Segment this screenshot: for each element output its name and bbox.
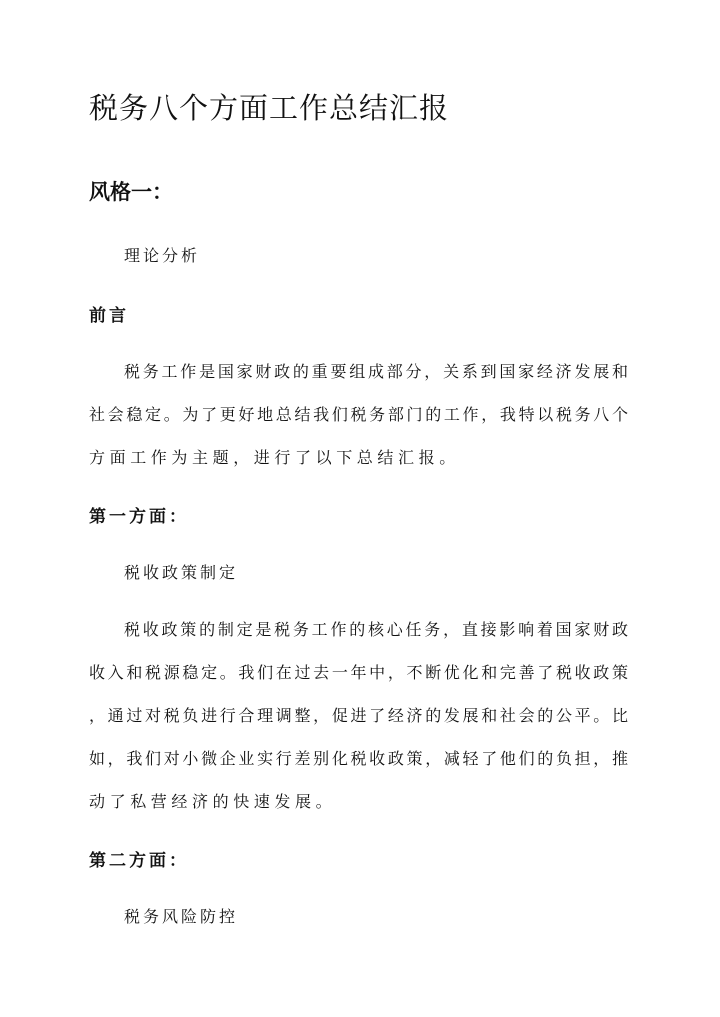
subheading-risk-control: 税务风险防控 (124, 907, 239, 926)
document-title: 税务八个方面工作总结汇报 (89, 91, 450, 125)
style-heading: 风格一： (89, 179, 173, 204)
paragraph-line: 方面工作为主题，进行了以下总结汇报。 (89, 448, 460, 467)
heading-aspect-2: 第二方面： (89, 851, 189, 871)
paragraph-line: 税务工作是国家财政的重要组成部分，关系到国家经济发展和 (124, 362, 628, 381)
paragraph-line: 如，我们对小微企业实行差别化税收政策，减轻了他们的负担，推 (89, 749, 628, 768)
paragraph-line: 社会稳定。为了更好地总结我们税务部门的工作，我特以税务八个 (89, 405, 628, 424)
heading-aspect-1: 第一方面： (89, 507, 189, 527)
paragraph-line: 收入和税源稳定。我们在过去一年中，不断优化和完善了税收政策 (89, 663, 628, 682)
heading-preface: 前言 (89, 306, 129, 326)
paragraph-line: 动了私营经济的快速发展。 (89, 792, 337, 811)
subheading-tax-policy: 税收政策制定 (124, 563, 239, 582)
subheading-theory: 理论分析 (124, 246, 201, 265)
paragraph-line: ，通过对税负进行合理调整，促进了经济的发展和社会的公平。比 (89, 706, 628, 725)
paragraph-line: 税收政策的制定是税务工作的核心任务，直接影响着国家财政 (124, 620, 628, 639)
